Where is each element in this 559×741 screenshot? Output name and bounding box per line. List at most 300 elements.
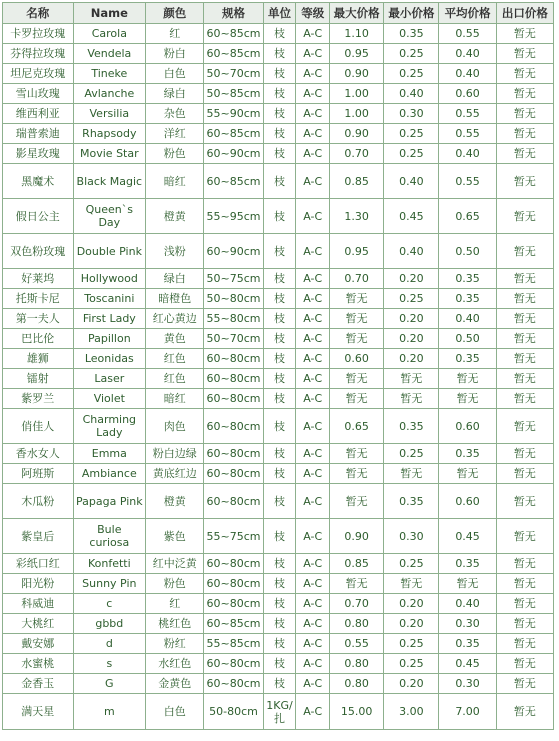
- cell-max-price: 暂无: [330, 484, 384, 519]
- cell-color: 黄底红边: [146, 464, 204, 484]
- cell-cn-name: 镭射: [3, 369, 74, 389]
- cell-spec: 50-80cm: [204, 694, 263, 730]
- table-row: [3, 164, 554, 199]
- cell-avg-price: 0.40: [439, 309, 496, 329]
- cell-spec: 55~85cm: [204, 634, 263, 654]
- cell-unit: 枝: [263, 199, 296, 234]
- cell-color: 红心黄边: [146, 309, 204, 329]
- cell-min-price: 0.25: [384, 124, 439, 144]
- cell-grade: A-C: [296, 464, 330, 484]
- cell-avg-price: 暂无: [439, 389, 496, 409]
- cell-spec: 60~80cm: [204, 554, 263, 574]
- cell-en-name: Emma: [73, 444, 146, 464]
- cell-en-name: Violet: [73, 389, 146, 409]
- cell-cn-name: 影星玫瑰: [3, 144, 74, 164]
- cell-cn-name: 紫罗兰: [3, 389, 74, 409]
- cell-grade: A-C: [296, 694, 330, 730]
- cell-spec: 60~85cm: [204, 124, 263, 144]
- table-row: [3, 104, 554, 124]
- cell-en-name: Carola: [73, 24, 146, 44]
- cell-en-name: Ambiance: [73, 464, 146, 484]
- cell-en-name: d: [73, 634, 146, 654]
- cell-color: 粉白边绿: [146, 444, 204, 464]
- cell-export-price: 暂无: [496, 144, 553, 164]
- cell-grade: A-C: [296, 44, 330, 64]
- column-header-grade: 等级: [296, 3, 330, 24]
- cell-grade: A-C: [296, 634, 330, 654]
- cell-max-price: 暂无: [330, 574, 384, 594]
- cell-grade: A-C: [296, 484, 330, 519]
- cell-avg-price: 0.65: [439, 199, 496, 234]
- cell-min-price: 0.20: [384, 269, 439, 289]
- cell-spec: 60~85cm: [204, 24, 263, 44]
- cell-spec: 50~80cm: [204, 289, 263, 309]
- cell-cn-name: 阳光粉: [3, 574, 74, 594]
- cell-min-price: 0.40: [384, 84, 439, 104]
- cell-avg-price: 0.60: [439, 484, 496, 519]
- cell-avg-price: 0.35: [439, 634, 496, 654]
- table-row: [3, 64, 554, 84]
- cell-unit: 枝: [263, 634, 296, 654]
- cell-max-price: 0.90: [330, 519, 384, 554]
- cell-unit: 枝: [263, 369, 296, 389]
- cell-unit: 枝: [263, 44, 296, 64]
- table-row: [3, 554, 554, 574]
- cell-avg-price: 0.45: [439, 654, 496, 674]
- cell-max-price: 暂无: [330, 369, 384, 389]
- cell-unit: 枝: [263, 654, 296, 674]
- cell-grade: A-C: [296, 199, 330, 234]
- cell-max-price: 1.10: [330, 24, 384, 44]
- cell-spec: 60~80cm: [204, 444, 263, 464]
- cell-unit: 枝: [263, 124, 296, 144]
- cell-grade: A-C: [296, 614, 330, 634]
- cell-avg-price: 0.40: [439, 144, 496, 164]
- cell-min-price: 0.20: [384, 594, 439, 614]
- cell-max-price: 暂无: [330, 329, 384, 349]
- cell-cn-name: 双色粉玫瑰: [3, 234, 74, 269]
- cell-unit: 枝: [263, 104, 296, 124]
- table-row: [3, 654, 554, 674]
- cell-avg-price: 暂无: [439, 464, 496, 484]
- cell-unit: 枝: [263, 594, 296, 614]
- cell-min-price: 0.35: [384, 409, 439, 444]
- cell-color: 白色: [146, 694, 204, 730]
- cell-avg-price: 0.55: [439, 104, 496, 124]
- cell-spec: 55~90cm: [204, 104, 263, 124]
- cell-min-price: 0.35: [384, 484, 439, 519]
- cell-max-price: 暂无: [330, 289, 384, 309]
- cell-color: 桃红色: [146, 614, 204, 634]
- cell-en-name: Toscanini: [73, 289, 146, 309]
- cell-min-price: 3.00: [384, 694, 439, 730]
- table-row: [3, 484, 554, 519]
- table-row: [3, 199, 554, 234]
- cell-export-price: 暂无: [496, 64, 553, 84]
- cell-cn-name: 雄狮: [3, 349, 74, 369]
- cell-color: 杂色: [146, 104, 204, 124]
- cell-avg-price: 0.55: [439, 24, 496, 44]
- cell-max-price: 0.70: [330, 144, 384, 164]
- cell-en-name: Queen`s Day: [73, 199, 146, 234]
- cell-cn-name: 戴安娜: [3, 634, 74, 654]
- cell-max-price: 0.70: [330, 594, 384, 614]
- cell-grade: A-C: [296, 554, 330, 574]
- cell-min-price: 0.25: [384, 144, 439, 164]
- cell-unit: 枝: [263, 519, 296, 554]
- cell-en-name: Versilia: [73, 104, 146, 124]
- cell-unit: 枝: [263, 574, 296, 594]
- cell-min-price: 0.25: [384, 289, 439, 309]
- cell-max-price: 0.80: [330, 654, 384, 674]
- cell-unit: 枝: [263, 24, 296, 44]
- cell-unit: 枝: [263, 84, 296, 104]
- cell-en-name: Black Magic: [73, 164, 146, 199]
- cell-max-price: 0.95: [330, 234, 384, 269]
- cell-avg-price: 0.60: [439, 409, 496, 444]
- cell-spec: 60~85cm: [204, 164, 263, 199]
- cell-export-price: 暂无: [496, 234, 553, 269]
- cell-spec: 50~75cm: [204, 269, 263, 289]
- cell-spec: 60~80cm: [204, 594, 263, 614]
- cell-export-price: 暂无: [496, 104, 553, 124]
- table-row: [3, 369, 554, 389]
- table-row: [3, 349, 554, 369]
- cell-spec: 60~80cm: [204, 654, 263, 674]
- cell-spec: 60~80cm: [204, 574, 263, 594]
- cell-cn-name: 水蜜桃: [3, 654, 74, 674]
- cell-color: 暗红: [146, 389, 204, 409]
- cell-max-price: 暂无: [330, 389, 384, 409]
- cell-min-price: 0.25: [384, 64, 439, 84]
- cell-max-price: 1.00: [330, 84, 384, 104]
- cell-en-name: Vendela: [73, 44, 146, 64]
- cell-en-name: Papillon: [73, 329, 146, 349]
- cell-cn-name: 彩纸口红: [3, 554, 74, 574]
- cell-export-price: 暂无: [496, 309, 553, 329]
- cell-cn-name: 满天星: [3, 694, 74, 730]
- cell-cn-name: 香水女人: [3, 444, 74, 464]
- cell-en-name: gbbd: [73, 614, 146, 634]
- cell-export-price: 暂无: [496, 24, 553, 44]
- cell-en-name: Hollywood: [73, 269, 146, 289]
- cell-export-price: 暂无: [496, 44, 553, 64]
- cell-en-name: Sunny Pin: [73, 574, 146, 594]
- cell-en-name: Movie Star: [73, 144, 146, 164]
- cell-max-price: 15.00: [330, 694, 384, 730]
- cell-spec: 60~80cm: [204, 409, 263, 444]
- cell-unit: 枝: [263, 64, 296, 84]
- cell-en-name: G: [73, 674, 146, 694]
- cell-color: 水红色: [146, 654, 204, 674]
- cell-color: 肉色: [146, 409, 204, 444]
- cell-max-price: 暂无: [330, 464, 384, 484]
- cell-export-price: 暂无: [496, 84, 553, 104]
- cell-unit: 枝: [263, 389, 296, 409]
- cell-export-price: 暂无: [496, 199, 553, 234]
- column-header-avg-price: 平均价格: [439, 3, 496, 24]
- table-row: [3, 44, 554, 64]
- cell-color: 绿白: [146, 269, 204, 289]
- cell-export-price: 暂无: [496, 634, 553, 654]
- cell-grade: A-C: [296, 349, 330, 369]
- table-header-row: [3, 3, 554, 24]
- cell-en-name: Tineke: [73, 64, 146, 84]
- cell-spec: 55~80cm: [204, 309, 263, 329]
- cell-min-price: 0.25: [384, 634, 439, 654]
- cell-en-name: Konfetti: [73, 554, 146, 574]
- flower-price-table: [2, 2, 554, 730]
- cell-grade: A-C: [296, 309, 330, 329]
- cell-export-price: 暂无: [496, 694, 553, 730]
- cell-color: 红中泛黄: [146, 554, 204, 574]
- cell-avg-price: 0.35: [439, 444, 496, 464]
- cell-cn-name: 阿班斯: [3, 464, 74, 484]
- cell-color: 暗红: [146, 164, 204, 199]
- table-row: [3, 614, 554, 634]
- cell-min-price: 0.35: [384, 24, 439, 44]
- cell-color: 粉色: [146, 574, 204, 594]
- cell-min-price: 暂无: [384, 574, 439, 594]
- cell-max-price: 0.80: [330, 614, 384, 634]
- cell-min-price: 0.40: [384, 234, 439, 269]
- cell-color: 白色: [146, 64, 204, 84]
- cell-max-price: 1.00: [330, 104, 384, 124]
- cell-export-price: 暂无: [496, 574, 553, 594]
- cell-max-price: 暂无: [330, 444, 384, 464]
- cell-cn-name: 卡罗拉玫瑰: [3, 24, 74, 44]
- cell-export-price: 暂无: [496, 614, 553, 634]
- cell-color: 粉白: [146, 44, 204, 64]
- cell-avg-price: 0.60: [439, 84, 496, 104]
- cell-grade: A-C: [296, 144, 330, 164]
- cell-avg-price: 0.45: [439, 519, 496, 554]
- cell-unit: 枝: [263, 409, 296, 444]
- column-header-spec: 规格: [204, 3, 263, 24]
- cell-spec: 60~80cm: [204, 674, 263, 694]
- cell-spec: 60~90cm: [204, 144, 263, 164]
- cell-export-price: 暂无: [496, 369, 553, 389]
- cell-color: 红色: [146, 369, 204, 389]
- cell-spec: 60~80cm: [204, 389, 263, 409]
- table-row: [3, 634, 554, 654]
- cell-max-price: 0.60: [330, 349, 384, 369]
- cell-grade: A-C: [296, 104, 330, 124]
- cell-unit: 枝: [263, 444, 296, 464]
- cell-cn-name: 好莱坞: [3, 269, 74, 289]
- cell-color: 浅粉: [146, 234, 204, 269]
- cell-grade: A-C: [296, 84, 330, 104]
- cell-unit: 枝: [263, 614, 296, 634]
- cell-grade: A-C: [296, 674, 330, 694]
- cell-max-price: 0.95: [330, 44, 384, 64]
- cell-color: 绿白: [146, 84, 204, 104]
- cell-unit: 1KG/扎: [263, 694, 296, 730]
- cell-max-price: 0.65: [330, 409, 384, 444]
- cell-avg-price: 0.50: [439, 329, 496, 349]
- table-row: [3, 389, 554, 409]
- cell-unit: 枝: [263, 349, 296, 369]
- cell-min-price: 0.45: [384, 199, 439, 234]
- column-header-export-price: 出口价格: [496, 3, 553, 24]
- table-row: [3, 329, 554, 349]
- table-row: [3, 519, 554, 554]
- cell-en-name: Rhapsody: [73, 124, 146, 144]
- cell-cn-name: 大桃红: [3, 614, 74, 634]
- cell-spec: 50~85cm: [204, 84, 263, 104]
- cell-unit: 枝: [263, 329, 296, 349]
- cell-min-price: 暂无: [384, 464, 439, 484]
- column-header-min-price: 最小价格: [384, 3, 439, 24]
- table-row: [3, 24, 554, 44]
- cell-grade: A-C: [296, 124, 330, 144]
- cell-export-price: 暂无: [496, 124, 553, 144]
- table-row: [3, 269, 554, 289]
- cell-avg-price: 7.00: [439, 694, 496, 730]
- cell-cn-name: 科威迪: [3, 594, 74, 614]
- cell-min-price: 0.20: [384, 614, 439, 634]
- cell-color: 黄色: [146, 329, 204, 349]
- cell-export-price: 暂无: [496, 554, 553, 574]
- table-row: [3, 234, 554, 269]
- cell-spec: 60~80cm: [204, 349, 263, 369]
- cell-min-price: 暂无: [384, 369, 439, 389]
- cell-grade: A-C: [296, 574, 330, 594]
- cell-min-price: 0.30: [384, 104, 439, 124]
- cell-min-price: 0.20: [384, 674, 439, 694]
- cell-max-price: 0.70: [330, 269, 384, 289]
- cell-cn-name: 金香玉: [3, 674, 74, 694]
- cell-color: 紫色: [146, 519, 204, 554]
- cell-grade: A-C: [296, 594, 330, 614]
- cell-cn-name: 雪山玫瑰: [3, 84, 74, 104]
- cell-export-price: 暂无: [496, 289, 553, 309]
- cell-avg-price: 0.40: [439, 44, 496, 64]
- table-row: [3, 444, 554, 464]
- cell-color: 粉色: [146, 144, 204, 164]
- cell-avg-price: 0.35: [439, 349, 496, 369]
- cell-unit: 枝: [263, 269, 296, 289]
- cell-unit: 枝: [263, 674, 296, 694]
- cell-max-price: 1.30: [330, 199, 384, 234]
- cell-min-price: 0.20: [384, 329, 439, 349]
- cell-avg-price: 0.40: [439, 64, 496, 84]
- cell-cn-name: 第一夫人: [3, 309, 74, 329]
- cell-export-price: 暂无: [496, 464, 553, 484]
- cell-color: 红: [146, 24, 204, 44]
- cell-min-price: 0.30: [384, 519, 439, 554]
- cell-grade: A-C: [296, 389, 330, 409]
- cell-export-price: 暂无: [496, 329, 553, 349]
- cell-color: 橙黄: [146, 199, 204, 234]
- table-row: [3, 594, 554, 614]
- cell-cn-name: 紫皇后: [3, 519, 74, 554]
- cell-spec: 60~80cm: [204, 484, 263, 519]
- cell-grade: A-C: [296, 289, 330, 309]
- column-header-unit: 单位: [263, 3, 296, 24]
- cell-min-price: 暂无: [384, 389, 439, 409]
- cell-min-price: 0.25: [384, 554, 439, 574]
- cell-avg-price: 0.55: [439, 124, 496, 144]
- cell-min-price: 0.20: [384, 349, 439, 369]
- cell-color: 金黄色: [146, 674, 204, 694]
- cell-grade: A-C: [296, 329, 330, 349]
- cell-avg-price: 暂无: [439, 369, 496, 389]
- cell-color: 暗橙色: [146, 289, 204, 309]
- cell-min-price: 0.40: [384, 164, 439, 199]
- cell-grade: A-C: [296, 654, 330, 674]
- cell-min-price: 0.25: [384, 44, 439, 64]
- cell-spec: 60~90cm: [204, 234, 263, 269]
- cell-export-price: 暂无: [496, 484, 553, 519]
- cell-max-price: 0.85: [330, 164, 384, 199]
- cell-grade: A-C: [296, 164, 330, 199]
- cell-avg-price: 0.35: [439, 289, 496, 309]
- cell-avg-price: 0.55: [439, 164, 496, 199]
- cell-avg-price: 0.30: [439, 614, 496, 634]
- cell-en-name: Charming Lady: [73, 409, 146, 444]
- cell-unit: 枝: [263, 464, 296, 484]
- cell-unit: 枝: [263, 144, 296, 164]
- cell-unit: 枝: [263, 309, 296, 329]
- table-row: [3, 124, 554, 144]
- cell-color: 粉红: [146, 634, 204, 654]
- table-row: [3, 144, 554, 164]
- cell-avg-price: 暂无: [439, 574, 496, 594]
- cell-max-price: 暂无: [330, 309, 384, 329]
- cell-avg-price: 0.35: [439, 269, 496, 289]
- cell-cn-name: 黑魔术: [3, 164, 74, 199]
- table-row: [3, 289, 554, 309]
- cell-en-name: Leonidas: [73, 349, 146, 369]
- cell-export-price: 暂无: [496, 164, 553, 199]
- cell-export-price: 暂无: [496, 444, 553, 464]
- cell-unit: 枝: [263, 164, 296, 199]
- cell-en-name: Avlanche: [73, 84, 146, 104]
- cell-export-price: 暂无: [496, 654, 553, 674]
- cell-spec: 55~95cm: [204, 199, 263, 234]
- cell-export-price: 暂无: [496, 674, 553, 694]
- cell-grade: A-C: [296, 369, 330, 389]
- cell-cn-name: 俏佳人: [3, 409, 74, 444]
- cell-min-price: 0.25: [384, 444, 439, 464]
- cell-color: 橙黄: [146, 484, 204, 519]
- table-row: [3, 84, 554, 104]
- column-header-color: 颜色: [146, 3, 204, 24]
- cell-avg-price: 0.50: [439, 234, 496, 269]
- column-header-en-name: Name: [73, 3, 146, 24]
- cell-grade: A-C: [296, 234, 330, 269]
- cell-cn-name: 巴比伦: [3, 329, 74, 349]
- cell-grade: A-C: [296, 444, 330, 464]
- cell-en-name: m: [73, 694, 146, 730]
- cell-spec: 50~70cm: [204, 329, 263, 349]
- cell-grade: A-C: [296, 519, 330, 554]
- table-row: [3, 694, 554, 730]
- cell-export-price: 暂无: [496, 519, 553, 554]
- cell-grade: A-C: [296, 64, 330, 84]
- table-row: [3, 674, 554, 694]
- cell-max-price: 0.90: [330, 64, 384, 84]
- cell-max-price: 0.55: [330, 634, 384, 654]
- cell-export-price: 暂无: [496, 269, 553, 289]
- cell-cn-name: 托斯卡尼: [3, 289, 74, 309]
- table-row: [3, 409, 554, 444]
- cell-en-name: Double Pink: [73, 234, 146, 269]
- cell-en-name: c: [73, 594, 146, 614]
- cell-export-price: 暂无: [496, 409, 553, 444]
- cell-en-name: First Lady: [73, 309, 146, 329]
